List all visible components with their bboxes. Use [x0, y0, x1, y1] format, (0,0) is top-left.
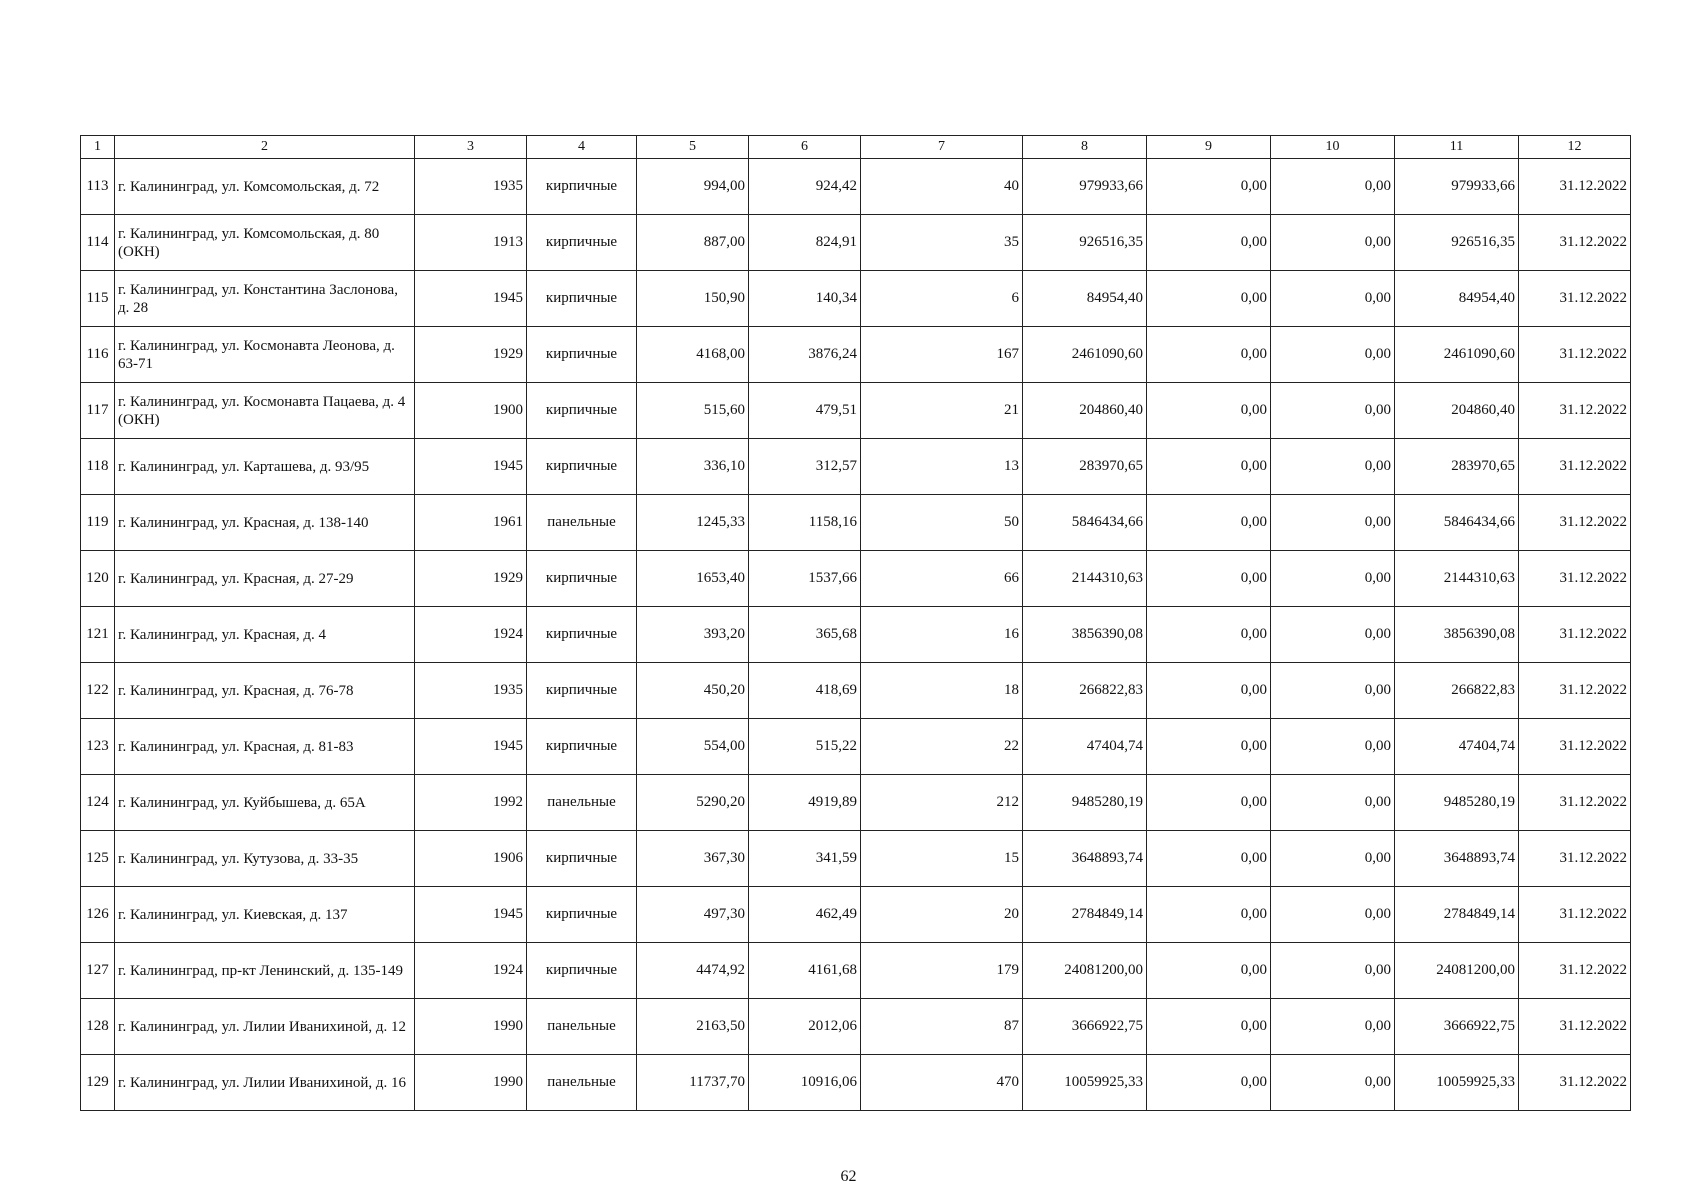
cost-other-cell: 0,00: [1271, 383, 1395, 439]
row-number-cell: 124: [81, 775, 115, 831]
residents-count-cell: 50: [861, 495, 1023, 551]
deadline-date-cell: 31.12.2022: [1519, 159, 1631, 215]
residents-count-cell: 13: [861, 439, 1023, 495]
row-number-cell: 119: [81, 495, 115, 551]
living-area-cell: 462,49: [749, 887, 861, 943]
wall-material-cell: кирпичные: [527, 719, 637, 775]
table-row: [81, 719, 1631, 775]
address-cell: г. Калининград, ул. Космонавта Пацаева, д. 4 (ОКН): [115, 383, 415, 439]
cost-other-cell: 0,00: [1271, 775, 1395, 831]
cost-other-cell: 0,00: [1271, 999, 1395, 1055]
cost-other-cell: 0,00: [1271, 495, 1395, 551]
cost-total-cell: 9485280,19: [1023, 775, 1147, 831]
row-number-cell: 117: [81, 383, 115, 439]
cost-sum-cell: 204860,40: [1395, 383, 1519, 439]
page-number: 62: [840, 1168, 857, 1185]
column-header: 4: [527, 136, 637, 159]
column-header: 7: [861, 136, 1023, 159]
wall-material-cell: кирпичные: [527, 271, 637, 327]
living-area-cell: 4919,89: [749, 775, 861, 831]
living-area-cell: 312,57: [749, 439, 861, 495]
table-row: [81, 551, 1631, 607]
cost-fund-cell: 0,00: [1147, 439, 1271, 495]
total-area-cell: 450,20: [637, 663, 749, 719]
cost-sum-cell: 926516,35: [1395, 215, 1519, 271]
cost-other-cell: 0,00: [1271, 1055, 1395, 1111]
wall-material-cell: кирпичные: [527, 215, 637, 271]
deadline-date-cell: 31.12.2022: [1519, 831, 1631, 887]
cost-total-cell: 266822,83: [1023, 663, 1147, 719]
wall-material-cell: панельные: [527, 775, 637, 831]
column-header: 10: [1271, 136, 1395, 159]
year-cell: 1935: [415, 663, 527, 719]
cost-total-cell: 979933,66: [1023, 159, 1147, 215]
cost-fund-cell: 0,00: [1147, 551, 1271, 607]
total-area-cell: 497,30: [637, 887, 749, 943]
wall-material-cell: панельные: [527, 1055, 637, 1111]
deadline-date-cell: 31.12.2022: [1519, 1055, 1631, 1111]
year-cell: 1990: [415, 1055, 527, 1111]
cost-fund-cell: 0,00: [1147, 887, 1271, 943]
residents-count-cell: 35: [861, 215, 1023, 271]
table-row: [81, 215, 1631, 271]
residents-count-cell: 87: [861, 999, 1023, 1055]
cost-other-cell: 0,00: [1271, 159, 1395, 215]
row-number-cell: 128: [81, 999, 115, 1055]
column-header: 8: [1023, 136, 1147, 159]
address-cell: г. Калининград, ул. Красная, д. 76-78: [115, 663, 415, 719]
table-row: [81, 831, 1631, 887]
address-cell: г. Калининград, ул. Лилии Иванихиной, д. 16: [115, 1055, 415, 1111]
residents-count-cell: 22: [861, 719, 1023, 775]
cost-sum-cell: 2784849,14: [1395, 887, 1519, 943]
cost-other-cell: 0,00: [1271, 607, 1395, 663]
table-row: [81, 943, 1631, 999]
cost-total-cell: 84954,40: [1023, 271, 1147, 327]
living-area-cell: 515,22: [749, 719, 861, 775]
table-row: [81, 663, 1631, 719]
deadline-date-cell: 31.12.2022: [1519, 775, 1631, 831]
registry-table: [80, 135, 1631, 1111]
wall-material-cell: кирпичные: [527, 159, 637, 215]
cost-other-cell: 0,00: [1271, 215, 1395, 271]
column-number-header-row: [81, 136, 1631, 159]
cost-sum-cell: 2144310,63: [1395, 551, 1519, 607]
year-cell: 1929: [415, 551, 527, 607]
deadline-date-cell: 31.12.2022: [1519, 551, 1631, 607]
total-area-cell: 1653,40: [637, 551, 749, 607]
deadline-date-cell: 31.12.2022: [1519, 327, 1631, 383]
cost-fund-cell: 0,00: [1147, 719, 1271, 775]
column-header: 1: [81, 136, 115, 159]
deadline-date-cell: 31.12.2022: [1519, 719, 1631, 775]
living-area-cell: 824,91: [749, 215, 861, 271]
registry-table-body: [81, 159, 1631, 1111]
cost-other-cell: 0,00: [1271, 943, 1395, 999]
year-cell: 1992: [415, 775, 527, 831]
cost-total-cell: 2144310,63: [1023, 551, 1147, 607]
cost-other-cell: 0,00: [1271, 887, 1395, 943]
deadline-date-cell: 31.12.2022: [1519, 495, 1631, 551]
year-cell: 1929: [415, 327, 527, 383]
living-area-cell: 1537,66: [749, 551, 861, 607]
cost-other-cell: 0,00: [1271, 719, 1395, 775]
cost-fund-cell: 0,00: [1147, 215, 1271, 271]
column-header: 2: [115, 136, 415, 159]
living-area-cell: 1158,16: [749, 495, 861, 551]
address-cell: г. Калининград, ул. Красная, д. 27-29: [115, 551, 415, 607]
row-number-cell: 118: [81, 439, 115, 495]
row-number-cell: 114: [81, 215, 115, 271]
residents-count-cell: 212: [861, 775, 1023, 831]
year-cell: 1900: [415, 383, 527, 439]
address-cell: г. Калининград, ул. Лилии Иванихиной, д. 12: [115, 999, 415, 1055]
table-row: [81, 439, 1631, 495]
wall-material-cell: кирпичные: [527, 887, 637, 943]
row-number-cell: 113: [81, 159, 115, 215]
cost-other-cell: 0,00: [1271, 551, 1395, 607]
total-area-cell: 336,10: [637, 439, 749, 495]
cost-sum-cell: 3648893,74: [1395, 831, 1519, 887]
cost-other-cell: 0,00: [1271, 271, 1395, 327]
cost-total-cell: 24081200,00: [1023, 943, 1147, 999]
residents-count-cell: 6: [861, 271, 1023, 327]
year-cell: 1945: [415, 719, 527, 775]
cost-fund-cell: 0,00: [1147, 999, 1271, 1055]
total-area-cell: 367,30: [637, 831, 749, 887]
wall-material-cell: кирпичные: [527, 831, 637, 887]
cost-other-cell: 0,00: [1271, 327, 1395, 383]
table-row: [81, 327, 1631, 383]
cost-fund-cell: 0,00: [1147, 831, 1271, 887]
deadline-date-cell: 31.12.2022: [1519, 943, 1631, 999]
deadline-date-cell: 31.12.2022: [1519, 663, 1631, 719]
residents-count-cell: 16: [861, 607, 1023, 663]
row-number-cell: 129: [81, 1055, 115, 1111]
cost-total-cell: 926516,35: [1023, 215, 1147, 271]
residents-count-cell: 18: [861, 663, 1023, 719]
total-area-cell: 393,20: [637, 607, 749, 663]
wall-material-cell: кирпичные: [527, 663, 637, 719]
row-number-cell: 122: [81, 663, 115, 719]
row-number-cell: 116: [81, 327, 115, 383]
deadline-date-cell: 31.12.2022: [1519, 383, 1631, 439]
total-area-cell: 150,90: [637, 271, 749, 327]
year-cell: 1935: [415, 159, 527, 215]
cost-fund-cell: 0,00: [1147, 1055, 1271, 1111]
cost-sum-cell: 9485280,19: [1395, 775, 1519, 831]
year-cell: 1913: [415, 215, 527, 271]
address-cell: г. Калининград, ул. Кутузова, д. 33-35: [115, 831, 415, 887]
cost-total-cell: 2461090,60: [1023, 327, 1147, 383]
wall-material-cell: панельные: [527, 495, 637, 551]
cost-total-cell: 47404,74: [1023, 719, 1147, 775]
cost-fund-cell: 0,00: [1147, 943, 1271, 999]
cost-fund-cell: 0,00: [1147, 775, 1271, 831]
column-header: 3: [415, 136, 527, 159]
residents-count-cell: 66: [861, 551, 1023, 607]
cost-total-cell: 3856390,08: [1023, 607, 1147, 663]
row-number-cell: 121: [81, 607, 115, 663]
residents-count-cell: 40: [861, 159, 1023, 215]
table-row: [81, 607, 1631, 663]
living-area-cell: 365,68: [749, 607, 861, 663]
total-area-cell: 887,00: [637, 215, 749, 271]
row-number-cell: 115: [81, 271, 115, 327]
address-cell: г. Калининград, ул. Константина Заслонова, д. 28: [115, 271, 415, 327]
wall-material-cell: кирпичные: [527, 383, 637, 439]
address-cell: г. Калининград, ул. Красная, д. 138-140: [115, 495, 415, 551]
row-number-cell: 126: [81, 887, 115, 943]
address-cell: г. Калининград, ул. Комсомольская, д. 72: [115, 159, 415, 215]
address-cell: г. Калининград, ул. Космонавта Леонова, д. 63-71: [115, 327, 415, 383]
total-area-cell: 11737,70: [637, 1055, 749, 1111]
deadline-date-cell: 31.12.2022: [1519, 215, 1631, 271]
cost-sum-cell: 3856390,08: [1395, 607, 1519, 663]
cost-other-cell: 0,00: [1271, 663, 1395, 719]
living-area-cell: 341,59: [749, 831, 861, 887]
cost-fund-cell: 0,00: [1147, 663, 1271, 719]
cost-total-cell: 3648893,74: [1023, 831, 1147, 887]
cost-sum-cell: 84954,40: [1395, 271, 1519, 327]
cost-fund-cell: 0,00: [1147, 271, 1271, 327]
total-area-cell: 515,60: [637, 383, 749, 439]
cost-total-cell: 204860,40: [1023, 383, 1147, 439]
year-cell: 1961: [415, 495, 527, 551]
cost-sum-cell: 283970,65: [1395, 439, 1519, 495]
column-header: 5: [637, 136, 749, 159]
total-area-cell: 994,00: [637, 159, 749, 215]
table-row: [81, 383, 1631, 439]
year-cell: 1945: [415, 271, 527, 327]
address-cell: г. Калининград, ул. Киевская, д. 137: [115, 887, 415, 943]
living-area-cell: 10916,06: [749, 1055, 861, 1111]
residents-count-cell: 21: [861, 383, 1023, 439]
cost-total-cell: 2784849,14: [1023, 887, 1147, 943]
table-row: [81, 159, 1631, 215]
column-header: 9: [1147, 136, 1271, 159]
deadline-date-cell: 31.12.2022: [1519, 607, 1631, 663]
wall-material-cell: кирпичные: [527, 607, 637, 663]
cost-total-cell: 283970,65: [1023, 439, 1147, 495]
total-area-cell: 4474,92: [637, 943, 749, 999]
address-cell: г. Калининград, ул. Куйбышева, д. 65А: [115, 775, 415, 831]
living-area-cell: 4161,68: [749, 943, 861, 999]
wall-material-cell: кирпичные: [527, 439, 637, 495]
table-row: [81, 999, 1631, 1055]
cost-sum-cell: 24081200,00: [1395, 943, 1519, 999]
cost-sum-cell: 266822,83: [1395, 663, 1519, 719]
living-area-cell: 2012,06: [749, 999, 861, 1055]
cost-other-cell: 0,00: [1271, 439, 1395, 495]
total-area-cell: 554,00: [637, 719, 749, 775]
total-area-cell: 1245,33: [637, 495, 749, 551]
deadline-date-cell: 31.12.2022: [1519, 887, 1631, 943]
living-area-cell: 479,51: [749, 383, 861, 439]
table-row: [81, 887, 1631, 943]
cost-sum-cell: 47404,74: [1395, 719, 1519, 775]
cost-fund-cell: 0,00: [1147, 607, 1271, 663]
living-area-cell: 3876,24: [749, 327, 861, 383]
row-number-cell: 120: [81, 551, 115, 607]
total-area-cell: 4168,00: [637, 327, 749, 383]
living-area-cell: 140,34: [749, 271, 861, 327]
wall-material-cell: панельные: [527, 999, 637, 1055]
living-area-cell: 418,69: [749, 663, 861, 719]
address-cell: г. Калининград, пр-кт Ленинский, д. 135-149: [115, 943, 415, 999]
year-cell: 1924: [415, 607, 527, 663]
year-cell: 1945: [415, 887, 527, 943]
residents-count-cell: 470: [861, 1055, 1023, 1111]
deadline-date-cell: 31.12.2022: [1519, 271, 1631, 327]
residents-count-cell: 179: [861, 943, 1023, 999]
table-row: [81, 1055, 1631, 1111]
cost-total-cell: 5846434,66: [1023, 495, 1147, 551]
cost-sum-cell: 3666922,75: [1395, 999, 1519, 1055]
cost-fund-cell: 0,00: [1147, 495, 1271, 551]
cost-total-cell: 10059925,33: [1023, 1055, 1147, 1111]
table-row: [81, 495, 1631, 551]
deadline-date-cell: 31.12.2022: [1519, 999, 1631, 1055]
cost-sum-cell: 2461090,60: [1395, 327, 1519, 383]
address-cell: г. Калининград, ул. Комсомольская, д. 80 (ОКН): [115, 215, 415, 271]
column-header: 6: [749, 136, 861, 159]
cost-sum-cell: 10059925,33: [1395, 1055, 1519, 1111]
wall-material-cell: кирпичные: [527, 327, 637, 383]
residents-count-cell: 20: [861, 887, 1023, 943]
deadline-date-cell: 31.12.2022: [1519, 439, 1631, 495]
cost-fund-cell: 0,00: [1147, 327, 1271, 383]
total-area-cell: 2163,50: [637, 999, 749, 1055]
address-cell: г. Калининград, ул. Красная, д. 81-83: [115, 719, 415, 775]
year-cell: 1945: [415, 439, 527, 495]
residents-count-cell: 167: [861, 327, 1023, 383]
address-cell: г. Калининград, ул. Красная, д. 4: [115, 607, 415, 663]
wall-material-cell: кирпичные: [527, 551, 637, 607]
living-area-cell: 924,42: [749, 159, 861, 215]
cost-other-cell: 0,00: [1271, 831, 1395, 887]
column-header: 11: [1395, 136, 1519, 159]
cost-sum-cell: 979933,66: [1395, 159, 1519, 215]
residents-count-cell: 15: [861, 831, 1023, 887]
cost-fund-cell: 0,00: [1147, 383, 1271, 439]
row-number-cell: 127: [81, 943, 115, 999]
cost-total-cell: 3666922,75: [1023, 999, 1147, 1055]
wall-material-cell: кирпичные: [527, 943, 637, 999]
column-header: 12: [1519, 136, 1631, 159]
row-number-cell: 125: [81, 831, 115, 887]
row-number-cell: 123: [81, 719, 115, 775]
registry-sheet: [80, 135, 1630, 1111]
table-row: [81, 271, 1631, 327]
total-area-cell: 5290,20: [637, 775, 749, 831]
year-cell: 1990: [415, 999, 527, 1055]
cost-fund-cell: 0,00: [1147, 159, 1271, 215]
address-cell: г. Калининград, ул. Карташева, д. 93/95: [115, 439, 415, 495]
table-row: [81, 775, 1631, 831]
year-cell: 1906: [415, 831, 527, 887]
cost-sum-cell: 5846434,66: [1395, 495, 1519, 551]
year-cell: 1924: [415, 943, 527, 999]
